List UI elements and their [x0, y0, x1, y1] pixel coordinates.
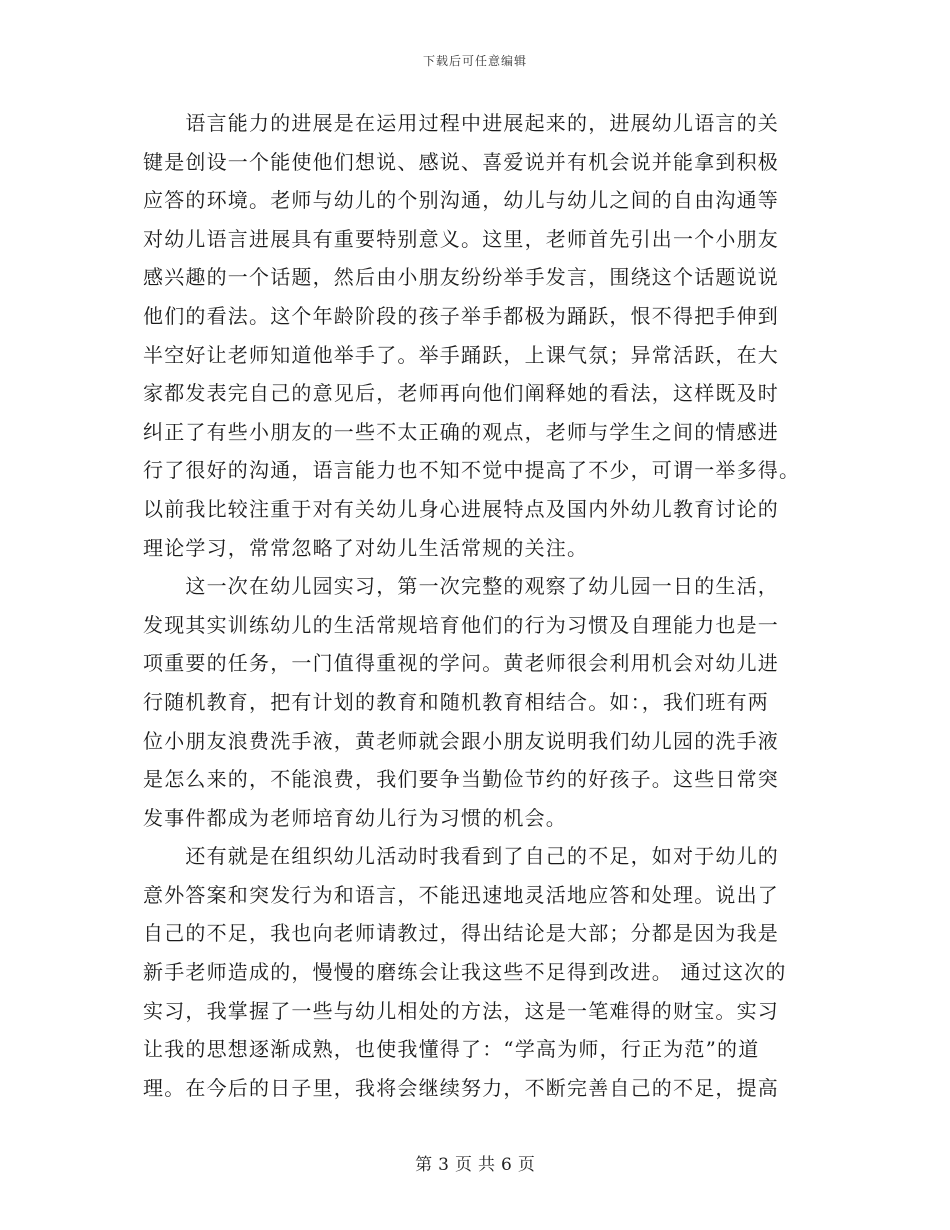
body-line: 纠正了有些小朋友的一些不太正确的观点，老师与学生之间的情感进: [143, 419, 779, 444]
body-line: 这一次在幼儿园实习，第一次完整的观察了幼儿园一日的生活，: [143, 574, 779, 599]
body-line: 他们的看法。这个年龄阶段的孩子举手都极为踊跃，恨不得把手伸到: [143, 303, 779, 328]
body-line: 发事件都成为老师培育幼儿行为习惯的机会。: [143, 805, 567, 830]
body-line: 意外答案和突发行为和语言，不能迅速地灵活地应答和处理。说出了: [143, 882, 779, 907]
body-line: 是怎么来的，不能浪费，我们要争当勤俭节约的好孩子。这些日常突: [143, 767, 779, 792]
page-number: 3: [438, 1155, 449, 1175]
footer-total-prefix: 共: [478, 1155, 495, 1175]
body-line: 理。在今后的日子里，我将会继续努力，不断完善自己的不足，提高: [143, 1075, 779, 1100]
total-unit: 页: [517, 1155, 535, 1175]
body-line: 感兴趣的一个话题，然后由小朋友纷纷举手发言，围绕这个话题说说: [143, 265, 779, 290]
body-line: 还有就是在组织幼儿活动时我看到了自己的不足，如对于幼儿的: [143, 844, 779, 869]
body-line: 新手老师造成的，慢慢的磨练会让我这些不足得到改进。 通过这次的: [143, 960, 787, 985]
body-line: 自己的不足，我也向老师请教过，得出结论是大部；分都是因为我是: [143, 921, 779, 946]
body-line: 发现其实训练幼儿的生活常规培育他们的行为习惯及自理能力也是一: [143, 612, 779, 637]
body-line: 行了很好的沟通，语言能力也不知不觉中提高了不少，可谓一举多得。: [143, 458, 801, 483]
footer-prefix: 第: [415, 1155, 433, 1175]
page-header: 下载后可任意编辑: [422, 54, 527, 68]
body-line: 位小朋友浪费洗手液，黄老师就会跟小朋友说明我们幼儿园的洗手液: [143, 728, 779, 753]
body-line: 理论学习，常常忽略了对幼儿生活常规的关注。: [143, 535, 589, 560]
body-line: 行随机教育，把有计划的教育和随机教育相结合。如：，我们班有两: [143, 689, 769, 714]
body-line: 项重要的任务，一门值得重视的学问。黄老师很会利用机会对幼儿进: [143, 651, 779, 676]
body-line: 半空好让老师知道他举手了。举手踊跃，上课气氛；异常活跃，在大: [143, 342, 779, 367]
body-line: 实习，我掌握了一些与幼儿相处的方法，这是一笔难得的财宝。实习: [143, 998, 779, 1023]
body-line: 以前我比较注重于对有关幼儿身心进展特点及国内外幼儿教育讨论的: [143, 496, 779, 521]
body-line: 应答的环境。老师与幼儿的个别沟通，幼儿与幼儿之间的自由沟通等: [143, 188, 779, 213]
page-footer: [0, 1150, 950, 1175]
page-unit: 页: [455, 1155, 472, 1175]
body-line: 让我的思想逐渐成熟，也使我懂得了：“学高为师，行正为范”的道: [143, 1037, 760, 1062]
body-line: 对幼儿语言进展具有重要特别意义。这里，老师首先引出一个小朋友: [143, 226, 779, 251]
document-body: [143, 104, 803, 1107]
body-line: 家都发表完自己的意见后，老师再向他们阐释她的看法，这样既及时: [143, 381, 779, 406]
total-pages: 6: [501, 1155, 512, 1175]
body-line: 键是创设一个能使他们想说、感说、喜爱说并有机会说并能拿到积极: [143, 149, 779, 174]
body-line: 语言能力的进展是在运用过程中进展起来的，进展幼儿语言的关: [143, 111, 779, 135]
